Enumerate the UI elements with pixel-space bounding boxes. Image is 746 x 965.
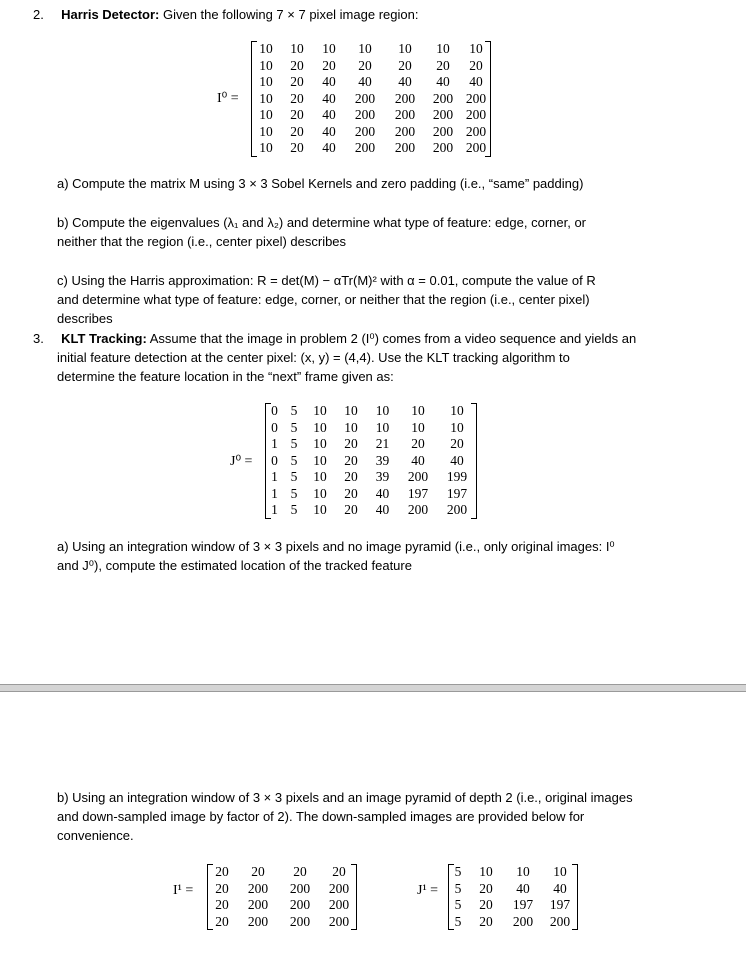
j0-matrix-cell: 20 <box>344 502 358 517</box>
i1-matrix-cell: 20 <box>332 864 346 879</box>
i1-matrix-cell: 20 <box>251 864 265 879</box>
j0-matrix-cell: 10 <box>375 419 390 435</box>
i0-matrix-cell: 20 <box>358 57 372 73</box>
j1-matrix-cell: 5 <box>454 897 462 912</box>
j1-matrix-cell: 10 <box>479 864 493 879</box>
i0-matrix-cell: 200 <box>394 107 416 122</box>
q3-part-b <box>57 788 633 845</box>
i1-matrix-row <box>207 881 357 898</box>
i1-matrix-row <box>207 914 357 931</box>
i0-matrix-cell: 10 <box>259 123 273 139</box>
j0-matrix-cell: 40 <box>411 452 425 468</box>
j0-matrix-cell: 1 <box>271 502 278 517</box>
j0-matrix-cell: 39 <box>375 469 390 484</box>
i1-matrix-row <box>207 897 357 914</box>
j0-matrix-cell: 20 <box>344 469 358 484</box>
i1-matrix-cell: 200 <box>289 913 311 929</box>
i0-matrix-cell: 40 <box>322 107 336 122</box>
j1-matrix-cell: 20 <box>479 913 493 929</box>
i1-matrix-cell: 200 <box>247 880 269 896</box>
q2-part-c-line2: and determine what type of feature: edge, corner, or neither that the region (i.e., center pixel) <box>57 292 590 307</box>
q2-part-c <box>57 271 596 328</box>
j0-matrix-row <box>265 403 477 420</box>
j1-matrix-cell: 200 <box>549 913 571 929</box>
j0-matrix-cell: 0 <box>271 452 278 468</box>
i1-matrix-cell: 20 <box>215 864 229 879</box>
j0-matrix-cell: 197 <box>407 485 429 501</box>
i0-matrix-cell: 40 <box>358 74 372 89</box>
i0-matrix-cell: 20 <box>290 57 304 73</box>
i0-matrix-cell: 200 <box>432 123 454 139</box>
q3-part-b-line1: b) Using an integration window of 3 × 3 pixels and an image pyramid of depth 2 (i.e., original images <box>57 790 633 805</box>
j0-matrix-cell: 10 <box>313 485 327 501</box>
j0-matrix-cell: 5 <box>290 403 298 418</box>
j0-label: J⁰ = <box>230 454 253 469</box>
j1-matrix-row <box>448 864 578 881</box>
i0-matrix-cell: 10 <box>436 41 450 56</box>
j0-matrix-cell: 40 <box>375 502 390 517</box>
i0-matrix-cell: 200 <box>465 123 487 139</box>
i0-matrix-cell: 200 <box>465 90 487 106</box>
i0-matrix-cell: 40 <box>469 74 483 89</box>
i0-matrix-row <box>251 74 491 91</box>
j0-matrix-cell: 40 <box>450 452 464 468</box>
q3-intro-line3: determine the feature location in the “next” frame given as: <box>57 369 394 384</box>
j1-matrix-cell: 197 <box>549 897 571 912</box>
i1-matrix <box>207 864 357 930</box>
i0-matrix-cell: 10 <box>259 90 273 106</box>
j0-matrix-cell: 5 <box>290 485 298 501</box>
q2-part-b-line1: b) Compute the eigenvalues (λ₁ and λ₂) and determine what type of feature: edge, corner, or <box>57 215 587 230</box>
q3-title: KLT Tracking: <box>61 331 147 346</box>
q3-heading <box>33 329 713 386</box>
j0-matrix-cell: 0 <box>271 403 278 418</box>
j0-matrix-row <box>265 469 477 486</box>
j0-matrix-cell: 10 <box>450 403 464 418</box>
q3-intro-line1: Assume that the image in problem 2 (I⁰) comes from a video sequence and yields an <box>149 331 637 346</box>
i0-matrix-cell: 40 <box>322 140 336 155</box>
j1-matrix-cell: 200 <box>512 913 534 929</box>
j0-matrix-cell: 10 <box>313 452 327 468</box>
j1-matrix-cell: 20 <box>479 897 493 912</box>
j0-matrix-cell: 200 <box>446 502 468 517</box>
j1-matrix-cell: 197 <box>512 897 534 912</box>
i0-matrix-row <box>251 124 491 141</box>
q3-part-a-line1: a) Using an integration window of 3 × 3 pixels and no image pyramid (i.e., only original images: I⁰ <box>57 539 615 554</box>
j1-matrix-cell: 40 <box>516 880 530 896</box>
i0-matrix-cell: 10 <box>398 41 412 56</box>
i0-matrix-cell: 200 <box>354 140 376 155</box>
j0-matrix-cell: 10 <box>313 469 327 484</box>
q2-part-b <box>57 213 586 251</box>
j1-matrix-cell: 10 <box>553 864 567 879</box>
j0-matrix <box>265 403 477 519</box>
i1-matrix-cell: 200 <box>328 880 350 896</box>
i0-matrix-cell: 200 <box>354 123 376 139</box>
j0-matrix-cell: 200 <box>407 502 429 517</box>
i1-matrix-cell: 200 <box>289 897 311 912</box>
i0-matrix-cell: 10 <box>358 41 372 56</box>
j0-matrix-cell: 20 <box>344 436 358 451</box>
i0-matrix-cell: 20 <box>290 123 304 139</box>
i0-matrix-cell: 40 <box>322 90 336 106</box>
i1-matrix-cell: 200 <box>289 880 311 896</box>
i0-matrix-row <box>251 58 491 75</box>
q2-part-b-line2: neither that the region (i.e., center pixel) describes <box>57 234 347 249</box>
page-break-divider <box>0 684 746 692</box>
i0-matrix-cell: 200 <box>394 90 416 106</box>
i0-matrix-cell: 10 <box>322 41 336 56</box>
j0-matrix-cell: 5 <box>290 469 298 484</box>
j1-matrix <box>448 864 578 930</box>
i0-matrix-cell: 10 <box>290 41 304 56</box>
j0-matrix-cell: 10 <box>313 502 327 517</box>
q3-number: 3. <box>33 331 44 346</box>
j0-matrix-cell: 1 <box>271 469 278 484</box>
j0-matrix-cell: 197 <box>446 485 468 501</box>
j1-matrix-cell: 5 <box>454 880 462 896</box>
i0-matrix-cell: 10 <box>259 57 273 73</box>
j0-matrix-cell: 10 <box>344 419 358 435</box>
q3-part-a-line2: and J⁰), compute the estimated location of the tracked feature <box>57 558 412 573</box>
i0-matrix-cell: 200 <box>354 90 376 106</box>
j0-matrix-cell: 10 <box>313 403 327 418</box>
q3-part-b-line3: convenience. <box>57 828 134 843</box>
i0-matrix-cell: 200 <box>465 140 487 155</box>
j0-matrix-table <box>265 403 477 519</box>
i1-matrix-cell: 200 <box>247 913 269 929</box>
i0-matrix-cell: 20 <box>322 57 336 73</box>
i0-matrix-cell: 200 <box>465 107 487 122</box>
j0-matrix-cell: 40 <box>375 485 390 501</box>
j0-matrix-cell: 21 <box>375 436 390 451</box>
i0-matrix-cell: 200 <box>432 140 454 155</box>
j1-matrix-cell: 40 <box>553 880 567 896</box>
j0-matrix-cell: 10 <box>313 436 327 451</box>
j0-matrix-cell: 10 <box>313 419 327 435</box>
i1-matrix-row <box>207 864 357 881</box>
q2-number: 2. <box>33 7 44 22</box>
j0-matrix-cell: 20 <box>411 436 425 451</box>
j0-matrix-cell: 5 <box>290 419 298 435</box>
i0-matrix-row <box>251 140 491 157</box>
i0-matrix-cell: 20 <box>290 107 304 122</box>
j0-matrix-row <box>265 502 477 519</box>
j0-matrix-cell: 20 <box>344 485 358 501</box>
q2-heading <box>33 5 418 24</box>
j0-matrix-row <box>265 420 477 437</box>
i1-matrix-cell: 200 <box>328 913 350 929</box>
i0-matrix-row <box>251 91 491 108</box>
i0-matrix-cell: 20 <box>290 90 304 106</box>
i0-matrix-cell: 10 <box>259 41 273 56</box>
i0-matrix-cell: 20 <box>469 57 483 73</box>
i0-matrix-cell: 40 <box>398 74 412 89</box>
i0-matrix-table <box>251 41 491 157</box>
j1-label: J¹ = <box>417 883 439 898</box>
i1-matrix-cell: 200 <box>247 897 269 912</box>
j1-matrix-cell: 10 <box>516 864 530 879</box>
j1-matrix-cell: 5 <box>454 913 462 929</box>
j0-matrix-cell: 1 <box>271 485 278 501</box>
i0-matrix-cell: 200 <box>394 140 416 155</box>
i0-label: I⁰ = <box>217 91 239 106</box>
i0-matrix-cell: 20 <box>436 57 450 73</box>
j0-matrix-cell: 10 <box>375 403 390 418</box>
i0-matrix-cell: 10 <box>469 41 483 56</box>
j1-matrix-row <box>448 881 578 898</box>
i1-matrix-cell: 20 <box>215 880 229 896</box>
i1-matrix-cell: 20 <box>293 864 307 879</box>
i0-matrix-cell: 200 <box>394 123 416 139</box>
i0-matrix-cell: 40 <box>436 74 450 89</box>
i0-matrix-cell: 20 <box>290 74 304 89</box>
j0-matrix-cell: 199 <box>446 469 468 484</box>
i0-matrix-cell: 10 <box>259 140 273 155</box>
j0-matrix-cell: 20 <box>344 452 358 468</box>
q2-part-a: a) Compute the matrix M using 3 × 3 Sobel Kernels and zero padding (i.e., “same” padding) <box>57 176 584 191</box>
i0-matrix-cell: 10 <box>259 107 273 122</box>
i0-matrix-cell: 40 <box>322 74 336 89</box>
q2-part-c-line3: describes <box>57 311 113 326</box>
i0-matrix-cell: 20 <box>398 57 412 73</box>
j0-matrix-cell: 10 <box>344 403 358 418</box>
j0-matrix-row <box>265 453 477 470</box>
j0-matrix-cell: 10 <box>411 419 425 435</box>
q2-part-c-line1: c) Using the Harris approximation: R = det(M) − αTr(M)² with α = 0.01, compute the value of R <box>57 273 596 288</box>
j0-matrix-cell: 1 <box>271 436 278 451</box>
j0-matrix-cell: 0 <box>271 419 278 435</box>
i1-matrix-cell: 20 <box>215 913 229 929</box>
j0-matrix-cell: 5 <box>290 502 298 517</box>
q3-part-b-line2: and down-sampled image by factor of 2). The down-sampled images are provided below for <box>57 809 585 824</box>
j0-matrix-row <box>265 486 477 503</box>
j0-matrix-cell: 5 <box>290 452 298 468</box>
q2-intro: Given the following 7 × 7 pixel image region: <box>162 7 419 22</box>
j0-matrix-cell: 10 <box>411 403 425 418</box>
i1-matrix-cell: 200 <box>328 897 350 912</box>
i0-matrix-cell: 200 <box>432 107 454 122</box>
q3-part-a <box>57 537 615 575</box>
i0-matrix-cell: 40 <box>322 123 336 139</box>
j1-matrix-row <box>448 914 578 931</box>
j1-matrix-table <box>448 864 578 930</box>
j1-matrix-cell: 5 <box>454 864 462 879</box>
j0-matrix-cell: 5 <box>290 436 298 451</box>
i0-matrix-cell: 200 <box>432 90 454 106</box>
i0-matrix-cell: 10 <box>259 74 273 89</box>
j0-matrix-row <box>265 436 477 453</box>
q2-title: Harris Detector: <box>61 7 160 22</box>
i0-matrix-cell: 20 <box>290 140 304 155</box>
i0-matrix-row <box>251 41 491 58</box>
j0-matrix-cell: 200 <box>407 469 429 484</box>
j0-matrix-cell: 20 <box>450 436 464 451</box>
i1-matrix-cell: 20 <box>215 897 229 912</box>
j0-matrix-cell: 39 <box>375 452 390 468</box>
q3-intro-line2: initial feature detection at the center pixel: (x, y) = (4,4). Use the KLT tracking algorithm to <box>57 350 570 365</box>
i0-matrix <box>251 41 491 157</box>
i1-matrix-table <box>207 864 357 930</box>
i0-matrix-row <box>251 107 491 124</box>
j1-matrix-row <box>448 897 578 914</box>
i0-matrix-cell: 200 <box>354 107 376 122</box>
j0-matrix-cell: 10 <box>450 419 464 435</box>
j1-matrix-cell: 20 <box>479 880 493 896</box>
i1-label: I¹ = <box>173 883 194 898</box>
